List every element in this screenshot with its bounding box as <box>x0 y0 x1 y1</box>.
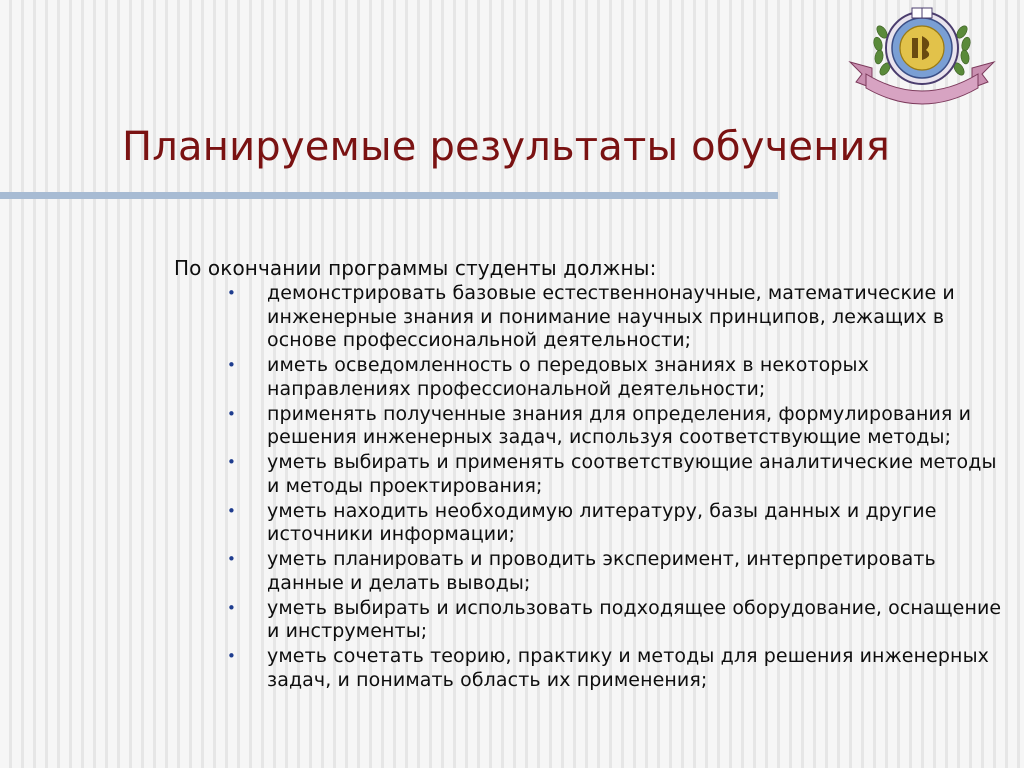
list-item-text: уметь сочетать теорию, практику и методы для решения инженерных задач, и понимать область их применения; <box>267 645 990 691</box>
list-item <box>174 548 1014 595</box>
list-item <box>174 500 1014 547</box>
university-emblem-icon <box>842 2 1002 120</box>
list-item-text: демонстрировать базовые естественнонаучные, математические и инженерные знания и понимание научных принципов, лежащих в основе профессиональной деятельности; <box>267 282 955 351</box>
slide-content <box>174 256 1014 694</box>
list-item <box>174 354 1014 401</box>
bullet-icon: • <box>227 453 236 471</box>
list-item-text: иметь осведомленность о передовых знаниях в некоторых направлениях профессиональной деятельности; <box>267 354 869 400</box>
title-divider <box>0 192 778 199</box>
list-item-text: применять полученные знания для определения, формулирования и решения инженерных задач, используя соответствующие методы; <box>267 402 972 448</box>
intro-text: По окончании программы студенты должны: <box>174 256 657 280</box>
list-item-text: уметь планировать и проводить эксперимент, интерпретировать данные и делать выводы; <box>267 548 936 594</box>
list-item <box>174 403 1014 450</box>
list-item <box>174 597 1014 644</box>
bullet-icon: • <box>227 550 236 568</box>
list-item <box>174 282 1014 353</box>
bullet-icon: • <box>227 501 236 520</box>
bullet-list <box>174 282 1014 692</box>
list-item-text: уметь выбирать и применять соответствующие аналитические методы и методы проектирования; <box>267 451 997 497</box>
page-title: Планируемые результаты обучения <box>122 124 891 170</box>
list-item <box>174 645 1014 692</box>
list-item-text: уметь выбирать и использовать подходящее оборудование, оснащение и инструменты; <box>267 596 1002 642</box>
bullet-icon: • <box>227 404 236 423</box>
list-item-text: уметь находить необходимую литературу, базы данных и другие источники информации; <box>267 499 937 545</box>
bullet-icon: • <box>227 598 236 617</box>
list-item <box>174 451 1014 498</box>
bullet-icon: • <box>227 647 236 665</box>
bullet-icon: • <box>227 284 236 302</box>
bullet-icon: • <box>227 356 236 374</box>
